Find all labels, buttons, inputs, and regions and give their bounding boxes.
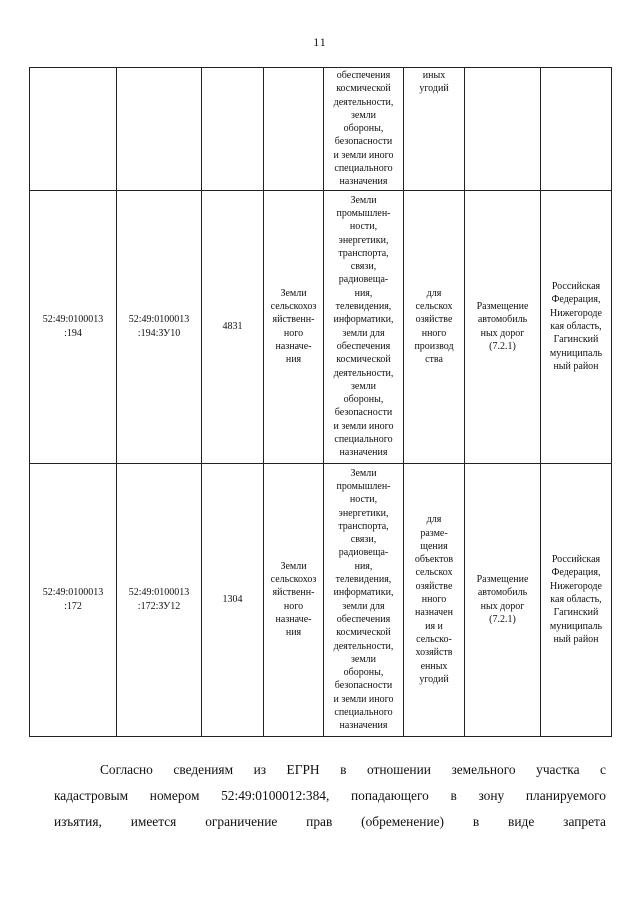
location-cell: Российская Федерация, Нижегороде кая область, Гагинский муниципаль ный район xyxy=(541,463,612,736)
target-category-cell: Земли промышлен- ности, энергетики, транспорта, связи, радиовеща- ния, телевидения, информатики, земли для обеспечения космической деятельности, земли обороны, безопасности и земли иного специального назначения xyxy=(324,190,404,463)
permitted-use-cell: для сельскох озяйстве нного производ ства xyxy=(404,190,465,463)
plot-id-cell: 52:49:0100013 :172:ЗУ12 xyxy=(117,463,202,736)
paragraph-line: изъятия, имеется ограничение прав (обременение) в виде запрета xyxy=(54,814,606,829)
table-cell xyxy=(117,68,202,191)
table-cell xyxy=(465,68,541,191)
area-cell: 1304 xyxy=(202,463,264,736)
table-cell xyxy=(264,68,324,191)
table-row xyxy=(30,68,612,191)
table-cell xyxy=(202,68,264,191)
table-cell xyxy=(541,68,612,191)
paragraph-line: кадастровым номером 52:49:0100012:384, попадающего в зону планируемого xyxy=(54,788,606,803)
paragraph-line: Согласно сведениям из ЕГРН в отношении земельного участка с xyxy=(100,762,606,777)
permitted-use-cell: для разме- щения объектов сельскох озяйстве нного назначен ия и сельско- хозяйств енных угодий xyxy=(404,463,465,736)
cadastral-number-cell: 52:49:0100013 :194 xyxy=(30,190,117,463)
body-paragraph xyxy=(54,757,606,835)
planned-use-cell: Размещение автомобиль ных дорог (7.2.1) xyxy=(465,463,541,736)
location-cell: Российская Федерация, Нижегороде кая область, Гагинский муниципаль ный район xyxy=(541,190,612,463)
table-cell xyxy=(30,68,117,191)
cadastral-number-cell: 52:49:0100013 :172 xyxy=(30,463,117,736)
plot-id-cell: 52:49:0100013 :194:ЗУ10 xyxy=(117,190,202,463)
table-row xyxy=(30,463,612,736)
table-cell: иных угодий xyxy=(404,68,465,191)
table-row xyxy=(30,190,612,463)
planned-use-cell: Размещение автомобиль ных дорог (7.2.1) xyxy=(465,190,541,463)
target-category-cell: Земли промышлен- ности, энергетики, транспорта, связи, радиовеща- ния, телевидения, информатики, земли для обеспечения космической деятельности, земли обороны, безопасности и земли иного специального назначения xyxy=(324,463,404,736)
page-number: 11 xyxy=(313,35,327,49)
land-category-cell: Земли сельскохоз яйственн- ного назначе- ния xyxy=(264,463,324,736)
land-category-cell: Земли сельскохоз яйственн- ного назначе- ния xyxy=(264,190,324,463)
land-plots-table xyxy=(29,67,612,737)
area-cell: 4831 xyxy=(202,190,264,463)
table-cell: обеспечения космической деятельности, земли обороны, безопасности и земли иного специального назначения xyxy=(324,68,404,191)
